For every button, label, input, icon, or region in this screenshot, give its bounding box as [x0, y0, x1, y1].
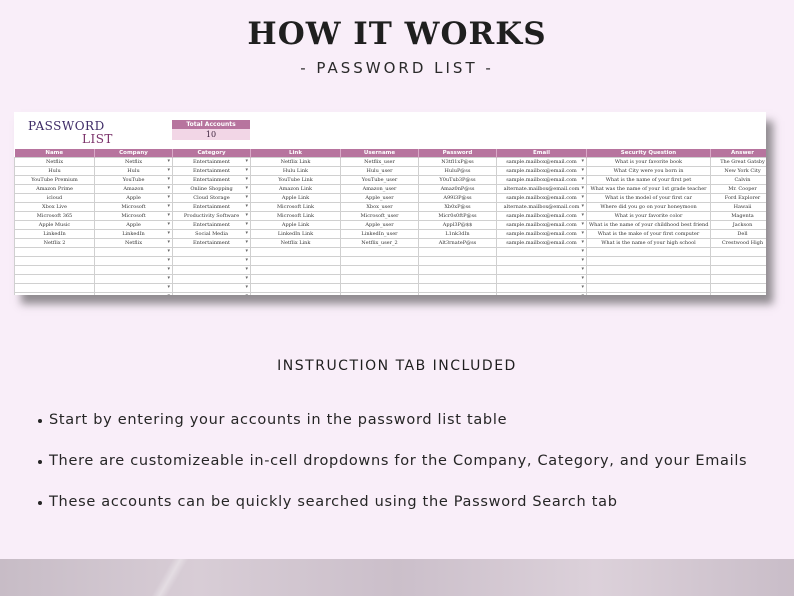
cell-name[interactable]: Netflix — [15, 158, 95, 167]
cell-company[interactable]: Apple ▾ — [95, 194, 173, 203]
cell-security-question[interactable]: What is your favorite book — [587, 158, 711, 167]
cell-password[interactable]: Amaz0nP@ss — [419, 185, 497, 194]
cell-password[interactable]: Y0uTub3P@ss — [419, 176, 497, 185]
cell-email[interactable] — [497, 284, 587, 293]
cell-answer[interactable]: The Great Gatsby — [711, 158, 767, 167]
table-header-row — [15, 149, 767, 158]
cell-password[interactable]: Alt3rnateP@ss — [419, 239, 497, 248]
cell-link[interactable] — [251, 248, 341, 257]
marble-footer-band — [0, 559, 794, 596]
cell-company[interactable] — [95, 257, 173, 266]
cell-security-question[interactable]: What is the model of your first car — [587, 194, 711, 203]
sheet-title-line1: PASSWORD — [28, 119, 105, 133]
cell-name[interactable]: icloud — [15, 194, 95, 203]
instruction-text: Start by entering your accounts in the password list table — [49, 412, 508, 428]
cell-answer[interactable]: Ford Explorer — [711, 194, 767, 203]
cell-company[interactable] — [95, 293, 173, 296]
cell-category[interactable]: Cloud Storage ▾ — [173, 194, 251, 203]
cell-password[interactable] — [419, 248, 497, 257]
cell-answer[interactable]: Dell — [711, 230, 767, 239]
cell-email[interactable]: sample.mailbox@email.com ▾ — [497, 158, 587, 167]
cell-password[interactable] — [419, 284, 497, 293]
col-header-name: Name — [15, 149, 95, 158]
table-row — [15, 167, 767, 176]
cell-company[interactable]: YouTube ▾ — [95, 176, 173, 185]
cell-link[interactable]: Netflix Link — [251, 158, 341, 167]
cell-username[interactable]: Xbox_user — [341, 203, 419, 212]
cell-name[interactable]: LinkedIn — [15, 230, 95, 239]
total-accounts-label: Total Accounts — [172, 120, 250, 129]
cell-category[interactable] — [173, 293, 251, 296]
cell-username[interactable]: Apple_user — [341, 221, 419, 230]
cell-security-question[interactable]: What is the name of your high school — [587, 239, 711, 248]
cell-link[interactable] — [251, 266, 341, 275]
instruction-heading: INSTRUCTION TAB INCLUDED — [277, 358, 517, 374]
cell-name[interactable] — [15, 257, 95, 266]
cell-email[interactable]: alternate.mailbox@email.com ▾ — [497, 185, 587, 194]
cell-answer[interactable] — [711, 257, 767, 266]
bullet-dot-icon — [38, 501, 42, 505]
instruction-list — [38, 410, 778, 533]
cell-name[interactable] — [15, 248, 95, 257]
cell-company[interactable] — [95, 284, 173, 293]
page-title: HOW IT WORKS — [247, 16, 547, 52]
cell-link[interactable]: Apple Link — [251, 221, 341, 230]
cell-username[interactable]: Netflix_user — [341, 158, 419, 167]
cell-name[interactable]: Amazon Prime — [15, 185, 95, 194]
cell-password[interactable] — [419, 275, 497, 284]
cell-password[interactable] — [419, 293, 497, 296]
page-subtitle: - PASSWORD LIST - — [300, 59, 494, 77]
cell-company[interactable]: Netflix ▾ — [95, 158, 173, 167]
table-row — [15, 275, 767, 284]
cell-answer[interactable] — [711, 284, 767, 293]
cell-password[interactable]: HuluP@ss — [419, 167, 497, 176]
cell-security-question[interactable]: What was the name of your 1st grade teacher — [587, 185, 711, 194]
table-row — [15, 176, 767, 185]
col-header-username: Username — [341, 149, 419, 158]
cell-name[interactable]: YouTube Premium — [15, 176, 95, 185]
cell-answer[interactable]: New York City — [711, 167, 767, 176]
cell-email[interactable] — [497, 293, 587, 296]
cell-password[interactable] — [419, 266, 497, 275]
cell-name[interactable] — [15, 284, 95, 293]
instruction-item — [38, 492, 778, 513]
cell-company[interactable]: Microsoft ▾ — [95, 203, 173, 212]
bullet-dot-icon — [38, 460, 42, 464]
cell-category[interactable] — [173, 275, 251, 284]
cell-link[interactable]: Apple Link — [251, 194, 341, 203]
password-table — [14, 149, 766, 295]
table-row — [15, 185, 767, 194]
cell-security-question[interactable]: What City were you born in — [587, 167, 711, 176]
cell-security-question[interactable] — [587, 266, 711, 275]
cell-company[interactable] — [95, 275, 173, 284]
cell-link[interactable]: Hulu Link — [251, 167, 341, 176]
cell-security-question[interactable]: What is the name of your childhood best friend — [587, 221, 711, 230]
cell-company[interactable]: Microsoft ▾ — [95, 212, 173, 221]
cell-link[interactable] — [251, 293, 341, 296]
cell-security-question[interactable]: What is the make of your first computer — [587, 230, 711, 239]
col-header-company: Company — [95, 149, 173, 158]
table-row — [15, 194, 767, 203]
cell-answer[interactable]: Mr. Cooper — [711, 185, 767, 194]
cell-category[interactable] — [173, 248, 251, 257]
cell-company[interactable]: Hulu ▾ — [95, 167, 173, 176]
cell-link[interactable] — [251, 257, 341, 266]
col-header-email: Email — [497, 149, 587, 158]
marble-texture — [140, 559, 200, 596]
cell-company[interactable]: Netflix ▾ — [95, 239, 173, 248]
table-row — [15, 212, 767, 221]
cell-link[interactable]: Microsoft Link — [251, 203, 341, 212]
cell-password[interactable]: Appl3P@$$ — [419, 221, 497, 230]
cell-username[interactable]: Hulu_user — [341, 167, 419, 176]
cell-category[interactable]: Productivity Software ▾ — [173, 212, 251, 221]
cell-security-question[interactable] — [587, 284, 711, 293]
cell-category[interactable] — [173, 284, 251, 293]
cell-category[interactable] — [173, 266, 251, 275]
cell-name[interactable] — [15, 293, 95, 296]
instruction-item — [38, 451, 778, 472]
cell-answer[interactable]: Hawaii — [711, 203, 767, 212]
cell-answer[interactable] — [711, 275, 767, 284]
cell-answer[interactable]: Jackson — [711, 221, 767, 230]
cell-link[interactable]: Amazon Link — [251, 185, 341, 194]
cell-security-question[interactable] — [587, 257, 711, 266]
sheet-title-line2: LIST — [82, 132, 113, 146]
cell-username[interactable]: YouTube_user — [341, 176, 419, 185]
cell-name[interactable]: Hulu — [15, 167, 95, 176]
cell-company[interactable] — [95, 266, 173, 275]
cell-password[interactable]: Xb0xP@ss — [419, 203, 497, 212]
table-row — [15, 203, 767, 212]
cell-security-question[interactable]: What is the name of your first pet — [587, 176, 711, 185]
instruction-text: There are customizeable in-cell dropdowns for the Company, Category, and your Emails — [49, 453, 748, 469]
cell-email[interactable] — [497, 266, 587, 275]
cell-email[interactable] — [497, 257, 587, 266]
table-row — [15, 284, 767, 293]
instruction-item — [38, 410, 778, 431]
cell-username[interactable] — [341, 257, 419, 266]
cell-username[interactable]: Amazon_user — [341, 185, 419, 194]
cell-category[interactable]: Entertainment ▾ — [173, 239, 251, 248]
cell-name[interactable]: Xbox Live — [15, 203, 95, 212]
table-row — [15, 293, 767, 296]
cell-password[interactable] — [419, 257, 497, 266]
cell-username[interactable]: Netflix_user_2 — [341, 239, 419, 248]
cell-password[interactable]: N3tfl1xP@ss — [419, 158, 497, 167]
cell-company[interactable]: Apple ▾ — [95, 221, 173, 230]
cell-username[interactable] — [341, 248, 419, 257]
cell-link[interactable]: Netflix Link — [251, 239, 341, 248]
bullet-dot-icon — [38, 419, 42, 423]
cell-security-question[interactable] — [587, 293, 711, 296]
table-row — [15, 221, 767, 230]
cell-security-question[interactable] — [587, 275, 711, 284]
cell-email[interactable]: sample.mailbox@email.com ▾ — [497, 212, 587, 221]
cell-name[interactable] — [15, 275, 95, 284]
cell-username[interactable] — [341, 275, 419, 284]
cell-name[interactable]: Apple Music — [15, 221, 95, 230]
cell-security-question[interactable]: What is your favorite color — [587, 212, 711, 221]
cell-company[interactable]: Amazon ▾ — [95, 185, 173, 194]
col-header-category: Category — [173, 149, 251, 158]
cell-link[interactable]: LinkedIn Link — [251, 230, 341, 239]
cell-username[interactable]: LinkedIn_user — [341, 230, 419, 239]
cell-email[interactable]: sample.mailbox@email.com ▾ — [497, 167, 587, 176]
cell-password[interactable]: Micr0s0ftP@ss — [419, 212, 497, 221]
table-row — [15, 239, 767, 248]
cell-username[interactable]: Apple_user — [341, 194, 419, 203]
spreadsheet-preview — [14, 112, 766, 295]
cell-company[interactable] — [95, 248, 173, 257]
table-row — [15, 266, 767, 275]
cell-name[interactable] — [15, 266, 95, 275]
table-row — [15, 158, 767, 167]
cell-answer[interactable]: Magenta — [711, 212, 767, 221]
cell-security-question[interactable] — [587, 248, 711, 257]
cell-password[interactable]: A99l3P@ss — [419, 194, 497, 203]
table-row — [15, 230, 767, 239]
col-header-link: Link — [251, 149, 341, 158]
total-accounts-value: 10 — [172, 129, 250, 140]
cell-email[interactable]: sample.mailbox@email.com ▾ — [497, 194, 587, 203]
cell-name[interactable]: Netflix 2 — [15, 239, 95, 248]
cell-category[interactable]: Entertainment ▾ — [173, 167, 251, 176]
cell-category[interactable]: Entertainment ▾ — [173, 158, 251, 167]
cell-email[interactable]: sample.mailbox@email.com ▾ — [497, 239, 587, 248]
cell-link[interactable]: Microsoft Link — [251, 212, 341, 221]
cell-category[interactable]: Entertainment ▾ — [173, 221, 251, 230]
table-row — [15, 248, 767, 257]
cell-username[interactable]: Microsoft_user — [341, 212, 419, 221]
col-header-security-question: Security Question — [587, 149, 711, 158]
cell-username[interactable] — [341, 293, 419, 296]
cell-email[interactable]: sample.mailbox@email.com ▾ — [497, 230, 587, 239]
cell-link[interactable] — [251, 284, 341, 293]
col-header-answer: Answer — [711, 149, 767, 158]
cell-email[interactable]: alternate.mailbox@email.com ▾ — [497, 203, 587, 212]
cell-link[interactable] — [251, 275, 341, 284]
cell-category[interactable]: Social Media ▾ — [173, 230, 251, 239]
cell-answer[interactable]: Crestwood High — [711, 239, 767, 248]
cell-name[interactable]: Microsoft 365 — [15, 212, 95, 221]
cell-category[interactable]: Online Shopping ▾ — [173, 185, 251, 194]
cell-email[interactable] — [497, 275, 587, 284]
cell-category[interactable]: Entertainment ▾ — [173, 176, 251, 185]
cell-category[interactable]: Entertainment ▾ — [173, 203, 251, 212]
cell-security-question[interactable]: Where did you go on your honeymoon — [587, 203, 711, 212]
cell-email[interactable] — [497, 248, 587, 257]
col-header-password: Password — [419, 149, 497, 158]
cell-password[interactable]: L1nk3dIn — [419, 230, 497, 239]
table-row — [15, 257, 767, 266]
cell-category[interactable] — [173, 257, 251, 266]
cell-username[interactable] — [341, 284, 419, 293]
cell-email[interactable]: sample.mailbox@email.com ▾ — [497, 221, 587, 230]
cell-email[interactable]: sample.mailbox@email.com ▾ — [497, 176, 587, 185]
cell-answer[interactable] — [711, 293, 767, 296]
cell-company[interactable]: LinkedIn ▾ — [95, 230, 173, 239]
cell-username[interactable] — [341, 266, 419, 275]
instruction-text: These accounts can be quickly searched using the Password Search tab — [49, 494, 618, 510]
cell-answer[interactable] — [711, 266, 767, 275]
cell-answer[interactable]: Calvin — [711, 176, 767, 185]
cell-answer[interactable] — [711, 248, 767, 257]
cell-link[interactable]: YouTube Link — [251, 176, 341, 185]
